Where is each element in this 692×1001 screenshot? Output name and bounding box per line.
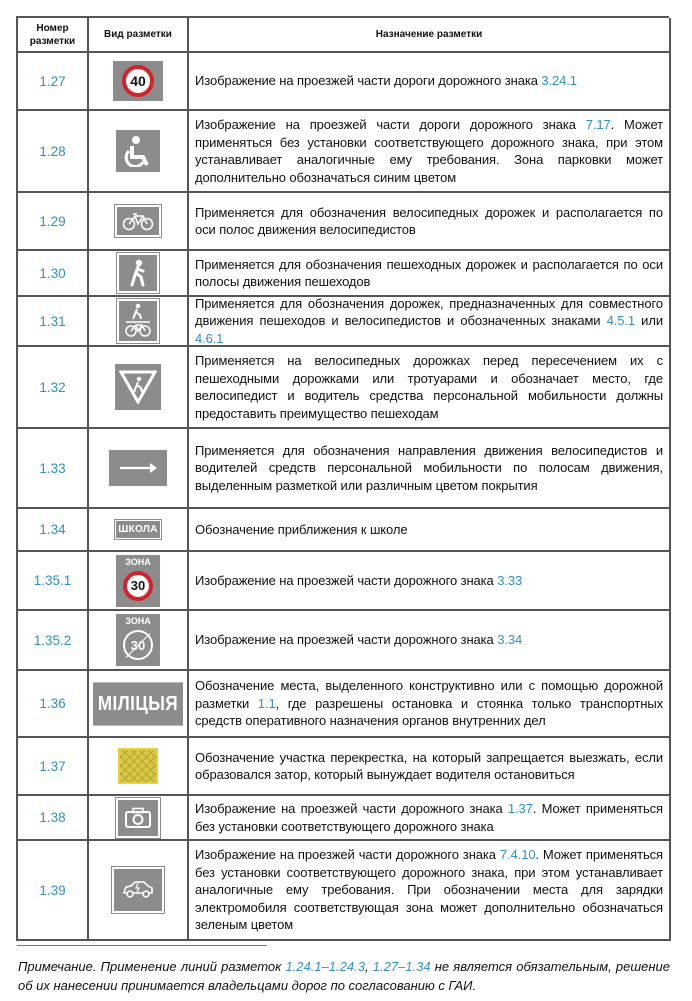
marking-number: 1.33 (18, 429, 89, 509)
text-fragment: . Может применяться без установки соответствующего дорожного знака, при этом устанавливает аналогичные ему требования. Зона парковки может дополнительно обозначаться синим цветом (195, 117, 663, 185)
text-fragment: Изображение на проезжей части дороги дорожного знака (195, 73, 542, 89)
marking-number: 1.30 (18, 251, 89, 297)
reference-link[interactable]: 1.1 (257, 695, 276, 711)
text-fragment: не является обязательным, решение об их нанесении принимается владельцами дорог по согласованию с ГАИ. (18, 959, 670, 993)
marking-view (89, 251, 189, 297)
text-fragment: Изображение на проезжей части дорожного знака (195, 801, 508, 816)
text-fragment: Изображение на проезжей части дорожного знака (195, 632, 498, 648)
reference-link[interactable]: 3.24.1 (541, 73, 577, 89)
militsiya-icon (93, 686, 183, 722)
marking-number: 1.39 (18, 841, 89, 941)
marking-purpose (189, 251, 671, 297)
text-fragment: , где разрешены остановка и стоянка только транспортных средств оперативного назначения органов внутренних дел (195, 695, 663, 729)
header-number: Номер разметки (18, 18, 89, 53)
marking-purpose (189, 552, 671, 611)
reference-link[interactable]: 3.34 (497, 632, 523, 648)
marking-purpose (189, 111, 671, 193)
marking-view (89, 111, 189, 193)
marking-view (89, 738, 189, 796)
marking-view (89, 841, 189, 941)
marking-purpose (189, 297, 671, 347)
marking-number: 1.29 (18, 193, 89, 251)
reference-link[interactable]: 1.27–1.34 (372, 959, 431, 974)
text-fragment: или (635, 313, 663, 329)
marking-number: 1.32 (18, 347, 89, 429)
marking-view (89, 671, 189, 738)
marking-purpose (189, 429, 671, 509)
text-fragment: Применяется для обозначения пешеходных дорожек и располагается по оси полосы движения пешеходов (195, 256, 663, 289)
text-fragment: Обозначение места, выделенного конструктивно или с помощью дорожной разметки (195, 678, 663, 711)
marking-number: 1.35.1 (18, 552, 89, 611)
text-fragment: Применяется для обозначения дорожек, предназначенных для совместного движения пешеходов и велосипедистов и обозначенных знаками (195, 297, 663, 329)
reference-link[interactable]: 7.17 (585, 117, 611, 132)
yield-pedestrian-icon (115, 364, 161, 410)
marking-number: 1.38 (18, 796, 89, 841)
note-divider (17, 945, 267, 946)
pedestrian-icon (117, 253, 159, 293)
marking-number: 1.28 (18, 111, 89, 193)
sign-value: ШКОЛА (118, 524, 158, 535)
footnote (18, 957, 670, 995)
marking-view (89, 347, 189, 429)
speed-limit-40-icon (113, 61, 163, 101)
marking-view (89, 611, 189, 671)
marking-view (89, 53, 189, 111)
marking-view (89, 552, 189, 611)
reference-link[interactable]: 1.37 (507, 801, 533, 816)
marking-purpose (189, 509, 671, 552)
arrow-right-icon (109, 450, 167, 486)
yellow-grid-icon (118, 748, 158, 784)
marking-purpose (189, 796, 671, 841)
text-fragment: Изображение на проезжей части дороги дорожного знака (195, 117, 586, 132)
marking-purpose (189, 611, 671, 671)
sign-value: 30 (130, 578, 146, 593)
zone-30-icon (116, 555, 160, 607)
marking-view (89, 429, 189, 509)
marking-purpose (189, 193, 671, 251)
markings-table (16, 16, 669, 941)
marking-view (89, 193, 189, 251)
reference-link[interactable]: 3.33 (497, 572, 523, 588)
text-fragment: Применяется для обозначения велосипедных дорожек и располагается по оси полос движения велосипедистов (195, 204, 663, 237)
text-fragment: . Может применяться без установки соответствующего дорожного знака, при этом устанавливает аналогичные ему требования. При обозначении места для зарядки электромобиля соответствующая зона может дополнительно обозначаться зеленым цветом (195, 847, 663, 933)
text-fragment: Обозначение участка перекрестка, на который запрещается выезжать, если образовался затор, который вынуждает водителя остановиться (195, 749, 663, 782)
bicycle-icon (115, 205, 161, 237)
sign-value: 30 (130, 637, 146, 653)
electric-car-icon (112, 867, 164, 913)
marking-number: 1.35.2 (18, 611, 89, 671)
header-view: Вид разметки (89, 18, 189, 53)
text-fragment: Обозначение приближения к школе (195, 521, 408, 537)
marking-view (89, 509, 189, 552)
reference-link[interactable]: 4.5.1 (606, 313, 636, 329)
sign-caption: ЗОНА (125, 616, 151, 626)
header-purpose: Назначение разметки (189, 18, 671, 53)
marking-number: 1.31 (18, 297, 89, 347)
reference-link[interactable]: 7.4.10 (499, 847, 536, 863)
marking-purpose (189, 53, 671, 111)
text-fragment: Примечание. Применение линий разметок (18, 959, 286, 974)
camera-icon (116, 798, 160, 838)
text-fragment: . Может применяться без установки соответствующего дорожного знака (195, 801, 663, 834)
marking-number: 1.36 (18, 671, 89, 738)
text-fragment: Применяется на велосипедных дорожках перед пересечением их с пешеходными дорожками или тротуарами и обозначает место, где велосипедист и водитель средства персональной мобильности должны предоставить преимущество пешеходам (195, 353, 663, 421)
marking-view (89, 796, 189, 841)
marking-number: 1.34 (18, 509, 89, 552)
marking-number: 1.27 (18, 53, 89, 111)
reference-link[interactable]: 1.24.1–1.24.3 (285, 959, 365, 974)
text-fragment: Изображение на проезжей части дорожного знака (195, 847, 500, 863)
zone-30-end-icon (116, 614, 160, 666)
reference-link[interactable]: 4.6.1 (195, 330, 224, 346)
pedestrian-bicycle-icon (117, 299, 159, 343)
text-fragment: , (364, 959, 373, 974)
sign-value: 40 (130, 73, 146, 89)
sign-caption: ЗОНА (125, 556, 151, 567)
sign-value: МІЛІЦЫЯ (97, 691, 179, 715)
school-icon (115, 520, 161, 539)
marking-number: 1.37 (18, 738, 89, 796)
marking-view (89, 297, 189, 347)
text-fragment: Изображение на проезжей части дорожного знака (195, 572, 498, 588)
disabled-person-icon (116, 130, 160, 172)
marking-purpose (189, 738, 671, 796)
marking-purpose (189, 347, 671, 429)
text-fragment: Применяется для обозначения направления движения велосипедистов и водителей средств персональной мобильности по полосам движения, выделенным разметкой или различным цветом покрытия (195, 442, 663, 493)
marking-purpose (189, 671, 671, 738)
marking-purpose (189, 841, 671, 941)
